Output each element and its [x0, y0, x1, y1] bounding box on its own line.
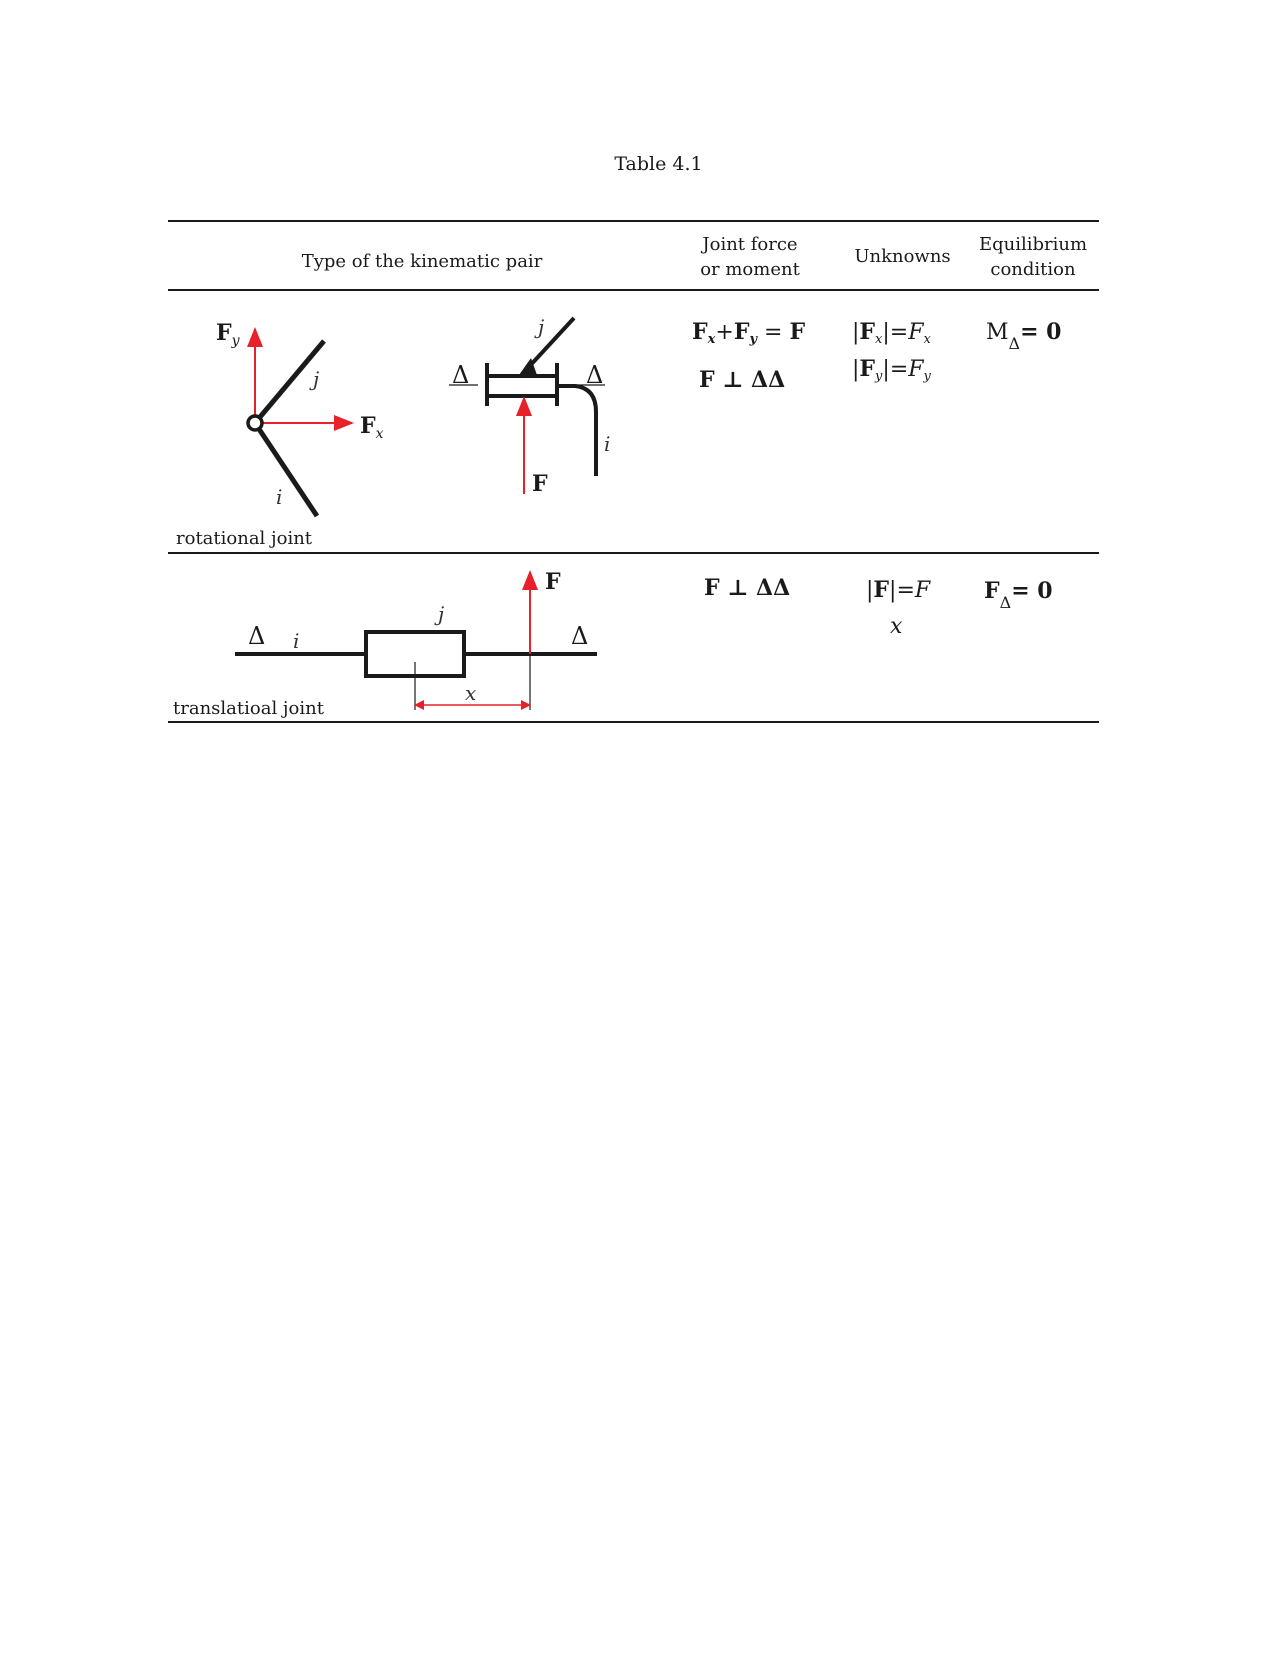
rotational-joint-planar: [216, 320, 384, 516]
revolute-pin: [248, 416, 262, 430]
header-unknowns-text: Unknowns: [854, 246, 951, 267]
label-x: x: [465, 681, 477, 705]
rotational-joint-axis: [449, 315, 610, 497]
row1-force-sum: $F_x+F_y = F$: [692, 319, 806, 347]
row2-label: translatioal joint: [173, 698, 324, 719]
row2-force-perp: F ⊥ ΔΔ: [704, 575, 791, 601]
link-i: [255, 423, 317, 516]
label-delta-right-2: Δ: [571, 622, 589, 650]
label-j-3: j: [438, 602, 445, 626]
header-eq-line2: condition: [990, 259, 1076, 280]
label-f: F: [532, 471, 548, 497]
link-j-inclined: [526, 318, 574, 370]
row1-equilibrium: $M_\Delta= 0$: [986, 319, 1062, 353]
header-type-text: Type of the kinematic pair: [301, 251, 543, 272]
header-force-line1: Joint force: [702, 234, 798, 255]
label-j: j: [313, 367, 320, 391]
label-i2: i: [604, 432, 611, 456]
label-i: i: [276, 485, 283, 509]
row1-label: rotational joint: [176, 528, 313, 549]
row2-unknown-f: |F|=F: [866, 577, 931, 603]
label-delta-right: Δ: [586, 361, 604, 389]
translational-joint-figure: [235, 569, 597, 710]
header-force-line2: or moment: [700, 259, 800, 280]
label-delta-left: Δ: [452, 361, 470, 389]
label-j2: j: [538, 315, 545, 339]
link-i-bent: [557, 386, 596, 476]
label-f-2: F: [545, 569, 561, 595]
label-i-3: i: [293, 629, 300, 653]
header-eq-line1: Equilibrium: [978, 234, 1088, 255]
table-caption: Table 4.1: [614, 153, 703, 175]
label-delta-left-2: Δ: [248, 622, 266, 650]
row1-unknown-fy: $|F_y|=F_y$: [852, 356, 931, 384]
label-fx: $F_x$: [360, 413, 384, 442]
label-fy: $F_y$: [216, 320, 240, 349]
row1-unknown-fx: $|F_x|=F_x$: [852, 319, 931, 347]
row1-force-perp: F ⊥ ΔΔ: [699, 367, 786, 393]
row2-unknown-x: x: [890, 614, 903, 639]
row2-equilibrium: $F_\Delta= 0$: [984, 578, 1053, 612]
